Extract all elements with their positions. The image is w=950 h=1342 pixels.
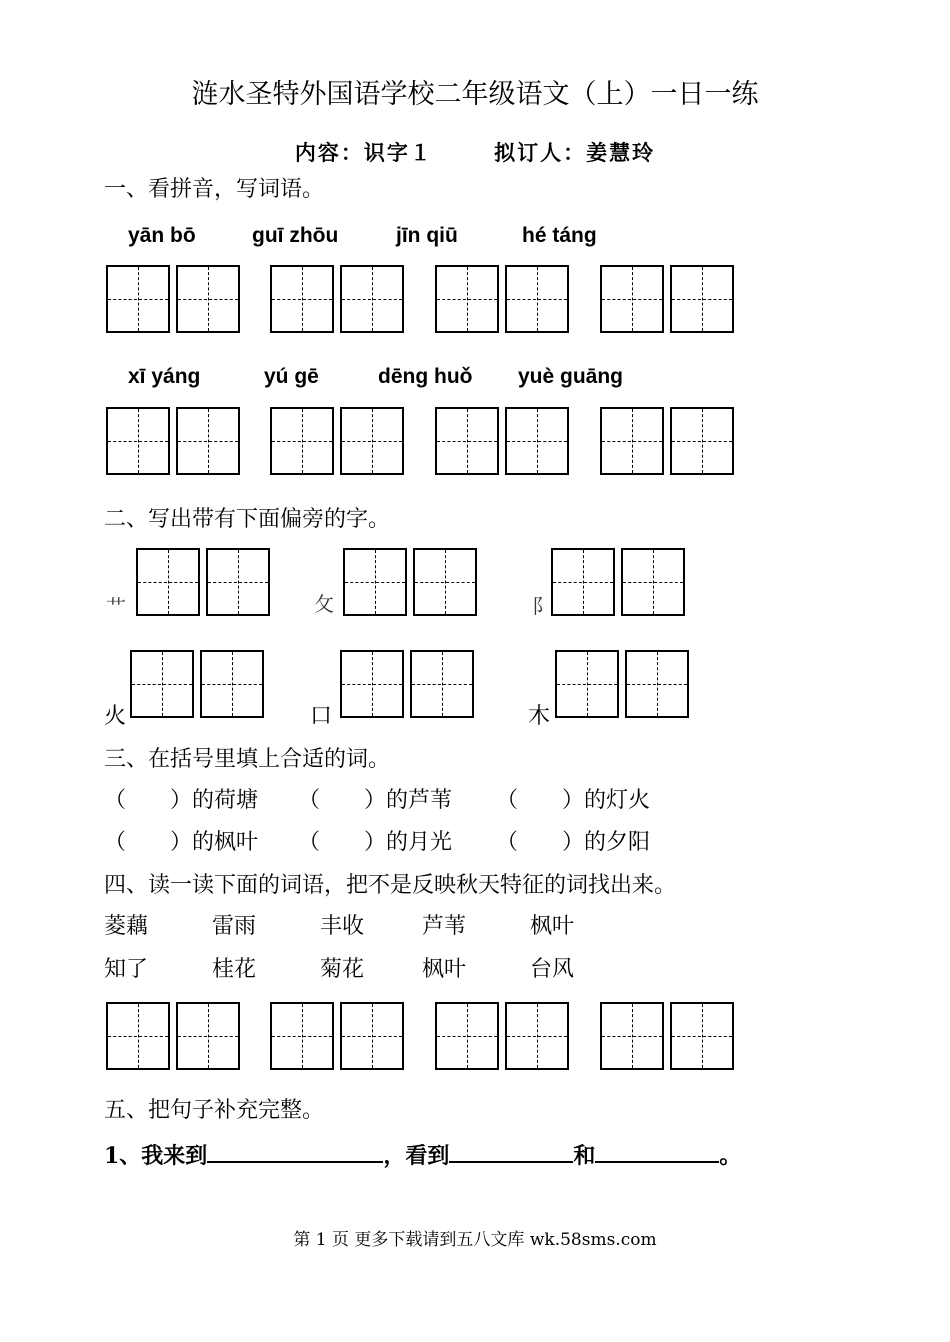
writing-grid[interactable]	[106, 407, 240, 475]
writing-grid[interactable]	[343, 548, 477, 616]
writing-grid[interactable]	[106, 1002, 240, 1070]
section3-heading: 三、在括号里填上合适的词。	[104, 747, 391, 772]
radical-2: 攵	[314, 592, 334, 616]
radical-4: 火	[104, 704, 127, 729]
fill-item: （ ）的月光	[298, 830, 453, 855]
fill-item: （ ）的枫叶	[104, 830, 259, 855]
writing-grid[interactable]	[600, 265, 734, 333]
fill-item: （ ）的芦苇	[298, 788, 453, 813]
section1-heading: 一、看拼音，写词语。	[104, 177, 325, 202]
word-item: 枫叶	[530, 914, 575, 939]
writing-grid[interactable]	[106, 265, 240, 333]
writing-grid[interactable]	[270, 265, 404, 333]
sentence-part: 。	[719, 1143, 742, 1169]
writing-grid[interactable]	[130, 650, 264, 718]
sentence-part: ，看到	[383, 1143, 450, 1169]
sentence-part: 1、我来到	[104, 1143, 208, 1169]
pinyin-8: yuè guāng	[518, 365, 624, 388]
answer-blank[interactable]	[449, 1137, 573, 1163]
answer-blank[interactable]	[595, 1137, 719, 1163]
radical-6: 木	[528, 704, 551, 729]
section2-heading: 二、写出带有下面偏旁的字。	[104, 507, 391, 532]
writing-grid[interactable]	[435, 1002, 569, 1070]
word-item: 桂花	[212, 957, 257, 982]
pinyin-2: guī zhōu	[252, 224, 339, 247]
pinyin-6: yú gē	[264, 365, 319, 388]
radical-1: 艹	[106, 595, 126, 619]
sentence-1	[104, 1137, 741, 1171]
section4-heading: 四、读一读下面的词语，把不是反映秋天特征的词找出来。	[104, 873, 677, 898]
writing-grid[interactable]	[555, 650, 689, 718]
word-item: 枫叶	[422, 957, 467, 982]
pinyin-4: hé táng	[522, 224, 597, 247]
writing-grid[interactable]	[551, 548, 685, 616]
reviser-label: 拟订人：姜慧玲	[494, 140, 656, 165]
word-item: 台风	[530, 957, 575, 982]
pinyin-7: dēng huǒ	[378, 365, 473, 388]
content-label: 内容：识字１	[294, 140, 433, 165]
word-item: 菱藕	[104, 914, 149, 939]
word-item: 菊花	[320, 957, 365, 982]
pinyin-5: xī yáng	[128, 365, 201, 388]
radical-5: 口	[310, 704, 333, 729]
fill-item: （ ）的夕阳	[496, 830, 651, 855]
pinyin-3: jīn qiū	[396, 224, 458, 247]
word-item: 丰收	[320, 914, 365, 939]
writing-grid[interactable]	[136, 548, 270, 616]
subtitle	[0, 138, 950, 168]
writing-grid[interactable]	[435, 407, 569, 475]
writing-grid[interactable]	[340, 650, 474, 718]
page-footer: 第 1 页 更多下载请到五八文库 wk.58sms.com	[293, 1230, 657, 1250]
writing-grid[interactable]	[270, 407, 404, 475]
writing-grid[interactable]	[600, 407, 734, 475]
writing-grid[interactable]	[435, 265, 569, 333]
word-item: 芦苇	[422, 914, 467, 939]
writing-grid[interactable]	[270, 1002, 404, 1070]
answer-blank[interactable]	[207, 1137, 383, 1163]
sentence-part: 和	[573, 1143, 596, 1169]
fill-item: （ ）的灯火	[496, 788, 651, 813]
radical-3: 阝	[532, 594, 552, 618]
pinyin-1: yān bō	[128, 224, 196, 247]
word-item: 雷雨	[212, 914, 257, 939]
word-item: 知了	[104, 957, 149, 982]
writing-grid[interactable]	[600, 1002, 734, 1070]
page-title: 涟水圣特外国语学校二年级语文（上）一日一练	[191, 79, 759, 110]
fill-item: （ ）的荷塘	[104, 788, 259, 813]
section5-heading: 五、把句子补充完整。	[104, 1098, 325, 1123]
